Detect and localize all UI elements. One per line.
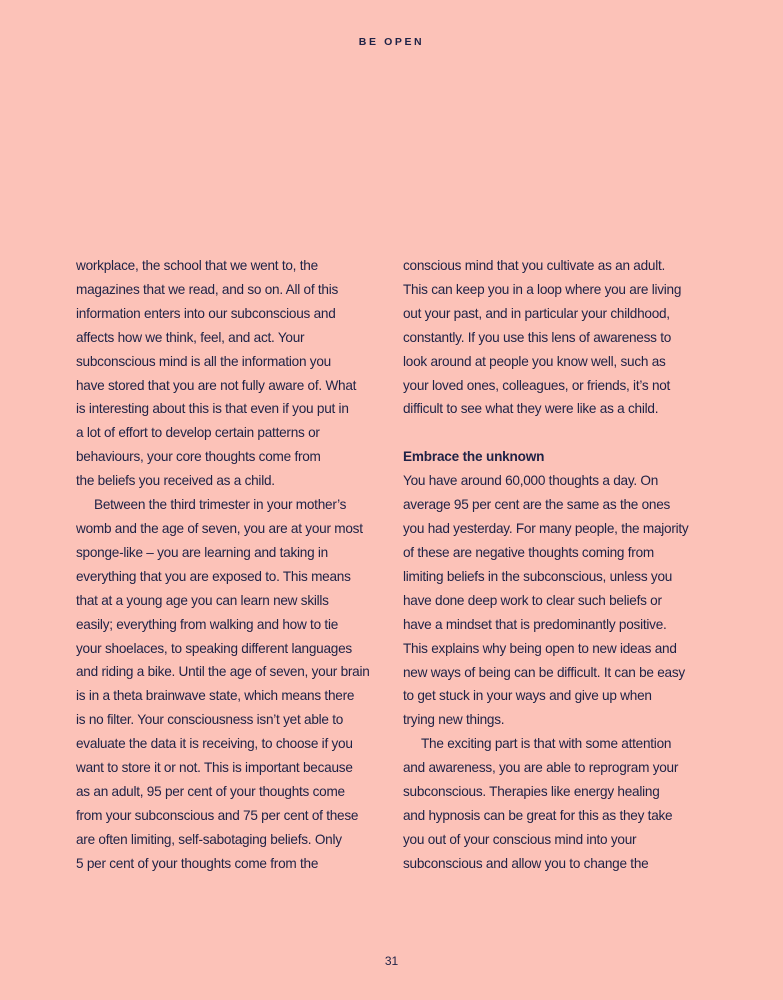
text-line: magazines that we read, and so on. All of this [76,281,339,297]
text-line: to get stuck in your ways and give up when [403,688,652,704]
body-paragraph [403,469,711,732]
body-paragraph [76,254,376,493]
text-line: subconscious. Therapies like energy healing [403,784,660,800]
text-line: average 95 per cent are the same as the ones [403,497,671,513]
text-line: from your subconscious and 75 per cent of these [76,807,359,823]
text-line: This explains why being open to new ideas and [403,640,677,656]
text-line: information enters into our subconscious and [76,305,336,321]
left-column [76,254,376,876]
text-line: and awareness, you are able to reprogram your [403,760,679,776]
text-line: evaluate the data it is receiving, to choose if you [76,736,353,752]
text-line: you out of your conscious mind into your [403,831,637,847]
section-heading: Embrace the unknown [403,449,545,465]
text-line: of these are negative thoughts coming from [403,544,654,560]
body-paragraph [403,254,711,421]
text-line: as an adult, 95 per cent of your thoughts come [76,783,345,799]
text-line: You have around 60,000 thoughts a day. On [403,473,659,489]
text-line: you had yesterday. For many people, the majority [403,521,689,537]
text-line: have stored that you are not fully aware of. What [76,377,357,393]
text-line: look around at people you know well, such as [403,353,666,369]
page-number: 31 [384,954,399,968]
text-line: and riding a bike. Until the age of seven, your brain [76,664,370,680]
text-line: is in a theta brainwave state, which means there [76,688,355,704]
text-line: and hypnosis can be great for this as they take [403,807,673,823]
text-line: your loved ones, colleagues, or friends, it’s not [403,377,671,393]
text-line: your shoelaces, to speaking different languages [76,640,352,656]
body-paragraph [403,732,711,875]
text-line: 5 per cent of your thoughts come from the [76,855,319,871]
text-line: is no filter. Your consciousness isn’t yet able to [76,712,344,728]
text-line: easily; everything from walking and how to tie [76,616,339,632]
text-line: is interesting about this is that even if you put in [76,401,349,417]
text-line: difficult to see what they were like as a child. [403,401,659,417]
text-line: trying new things. [403,712,505,728]
text-line: Between the third trimester in your mother’s [94,497,347,513]
text-line: a lot of effort to develop certain patterns or [76,425,320,441]
text-line: subconscious mind is all the information you [76,353,331,369]
text-line: out your past, and in particular your childhood, [403,305,670,321]
text-line: constantly. If you use this lens of awareness to [403,329,672,345]
text-line: are often limiting, self-sabotaging beliefs. Only [76,831,342,847]
body-paragraph [76,493,376,876]
text-line: have a mindset that is predominantly positive. [403,616,667,632]
text-line: new ways of being can be difficult. It can be easy [403,664,685,680]
text-line: affects how we think, feel, and act. Your [76,329,305,345]
text-line: subconscious and allow you to change the [403,855,649,871]
text-line: behaviours, your core thoughts come from [76,449,321,465]
right-column [403,254,711,876]
section-spacer [403,421,711,445]
text-line: that at a young age you can learn new skills [76,592,329,608]
text-line: This can keep you in a loop where you are living [403,281,682,297]
text-line: sponge-like – you are learning and taking in [76,544,328,560]
text-line: everything that you are exposed to. This means [76,568,351,584]
text-line: limiting beliefs in the subconscious, unless you [403,568,673,584]
text-line: conscious mind that you cultivate as an adult. [403,258,666,273]
text-line: workplace, the school that we went to, the [76,258,318,273]
running-head: BE OPEN [358,36,425,48]
text-line: The exciting part is that with some attention [421,736,672,752]
text-line: want to store it or not. This is important because [76,760,353,776]
text-line: womb and the age of seven, you are at your most [76,520,363,536]
text-line: the beliefs you received as a child. [76,473,275,489]
text-line: have done deep work to clear such beliefs or [403,592,662,608]
